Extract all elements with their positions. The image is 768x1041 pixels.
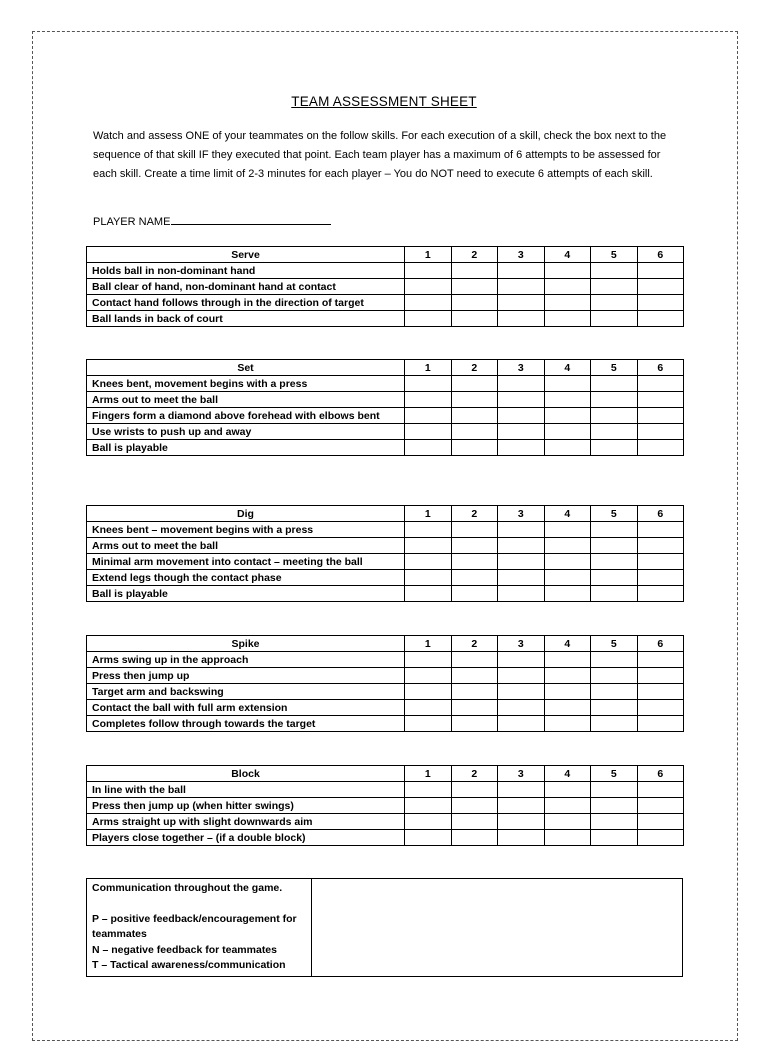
skill-criterion: Press then jump up xyxy=(87,668,405,684)
attempt-checkbox-cell[interactable] xyxy=(405,652,452,668)
table-row xyxy=(87,279,684,295)
table-row xyxy=(87,716,684,732)
attempt-checkbox-cell[interactable] xyxy=(544,424,591,440)
attempt-checkbox-cell[interactable] xyxy=(637,279,684,295)
attempt-number-header: 5 xyxy=(591,636,638,652)
page-title: TEAM ASSESSMENT SHEET xyxy=(291,94,477,109)
attempt-number-header: 6 xyxy=(637,360,684,376)
attempt-checkbox-cell[interactable] xyxy=(591,684,638,700)
attempt-checkbox-cell[interactable] xyxy=(498,522,545,538)
attempt-checkbox-cell[interactable] xyxy=(405,570,452,586)
attempt-checkbox-cell[interactable] xyxy=(405,554,452,570)
skill-criterion: Knees bent, movement begins with a press xyxy=(87,376,405,392)
table-row xyxy=(87,554,684,570)
communication-line-negative: N – negative feedback for teammates xyxy=(92,943,277,956)
attempt-checkbox-cell[interactable] xyxy=(544,263,591,279)
attempt-checkbox-cell[interactable] xyxy=(637,408,684,424)
skill-criterion: Extend legs though the contact phase xyxy=(87,570,405,586)
attempt-number-header: 3 xyxy=(498,766,545,782)
skill-table-dig xyxy=(86,505,684,602)
skill-criterion: Target arm and backswing xyxy=(87,684,405,700)
attempt-checkbox-cell[interactable] xyxy=(405,295,452,311)
attempt-checkbox-cell[interactable] xyxy=(498,586,545,602)
communication-criteria-cell xyxy=(87,879,312,977)
table-row xyxy=(87,522,684,538)
attempt-checkbox-cell[interactable] xyxy=(451,668,498,684)
attempt-checkbox-cell[interactable] xyxy=(498,782,545,798)
attempt-checkbox-cell[interactable] xyxy=(405,830,452,846)
attempt-checkbox-cell[interactable] xyxy=(544,376,591,392)
attempt-checkbox-cell[interactable] xyxy=(637,570,684,586)
attempt-number-header: 1 xyxy=(405,247,452,263)
attempt-checkbox-cell[interactable] xyxy=(591,279,638,295)
attempt-checkbox-cell[interactable] xyxy=(591,522,638,538)
attempt-number-header: 2 xyxy=(451,506,498,522)
attempt-checkbox-cell[interactable] xyxy=(451,782,498,798)
table-row xyxy=(87,586,684,602)
attempt-checkbox-cell[interactable] xyxy=(591,424,638,440)
skill-criterion: Ball lands in back of court xyxy=(87,311,405,327)
table-row xyxy=(87,295,684,311)
attempt-checkbox-cell[interactable] xyxy=(451,554,498,570)
attempt-checkbox-cell[interactable] xyxy=(451,376,498,392)
skill-criterion: Ball is playable xyxy=(87,586,405,602)
attempt-number-header: 5 xyxy=(591,247,638,263)
skill-name-header: Block xyxy=(87,766,405,782)
attempt-checkbox-cell[interactable] xyxy=(637,652,684,668)
attempt-checkbox-cell[interactable] xyxy=(544,538,591,554)
attempt-checkbox-cell[interactable] xyxy=(637,782,684,798)
attempt-checkbox-cell[interactable] xyxy=(451,814,498,830)
table-header-row xyxy=(87,360,684,376)
attempt-checkbox-cell[interactable] xyxy=(544,700,591,716)
attempt-checkbox-cell[interactable] xyxy=(405,424,452,440)
attempt-number-header: 4 xyxy=(544,506,591,522)
attempt-checkbox-cell[interactable] xyxy=(544,554,591,570)
attempt-checkbox-cell[interactable] xyxy=(451,279,498,295)
attempt-checkbox-cell[interactable] xyxy=(405,586,452,602)
attempt-checkbox-cell[interactable] xyxy=(591,408,638,424)
attempt-number-header: 2 xyxy=(451,636,498,652)
attempt-checkbox-cell[interactable] xyxy=(591,295,638,311)
attempt-checkbox-cell[interactable] xyxy=(637,668,684,684)
attempt-number-header: 4 xyxy=(544,766,591,782)
attempt-checkbox-cell[interactable] xyxy=(591,814,638,830)
table-row xyxy=(87,570,684,586)
attempt-checkbox-cell[interactable] xyxy=(451,570,498,586)
attempt-checkbox-cell[interactable] xyxy=(498,798,545,814)
attempt-checkbox-cell[interactable] xyxy=(405,684,452,700)
skill-name-header: Dig xyxy=(87,506,405,522)
attempt-checkbox-cell[interactable] xyxy=(498,538,545,554)
attempt-checkbox-cell[interactable] xyxy=(591,440,638,456)
attempt-number-header: 5 xyxy=(591,360,638,376)
attempt-checkbox-cell[interactable] xyxy=(591,830,638,846)
table-row xyxy=(87,440,684,456)
table-row xyxy=(87,798,684,814)
table-row xyxy=(87,814,684,830)
attempt-checkbox-cell[interactable] xyxy=(544,311,591,327)
attempt-checkbox-cell[interactable] xyxy=(498,279,545,295)
attempt-number-header: 6 xyxy=(637,636,684,652)
communication-line-tactical: T – Tactical awareness/communication xyxy=(92,959,286,971)
attempt-checkbox-cell[interactable] xyxy=(451,295,498,311)
attempt-checkbox-cell[interactable] xyxy=(405,279,452,295)
attempt-number-header: 2 xyxy=(451,360,498,376)
attempt-checkbox-cell[interactable] xyxy=(544,684,591,700)
attempt-checkbox-cell[interactable] xyxy=(637,440,684,456)
attempt-checkbox-cell[interactable] xyxy=(591,798,638,814)
skill-name-header: Serve xyxy=(87,247,405,263)
table-row xyxy=(87,311,684,327)
attempt-number-header: 1 xyxy=(405,360,452,376)
attempt-checkbox-cell[interactable] xyxy=(498,814,545,830)
attempt-checkbox-cell[interactable] xyxy=(591,700,638,716)
attempt-checkbox-cell[interactable] xyxy=(451,311,498,327)
attempt-checkbox-cell[interactable] xyxy=(451,440,498,456)
attempt-checkbox-cell[interactable] xyxy=(637,424,684,440)
table-row xyxy=(87,684,684,700)
attempt-checkbox-cell[interactable] xyxy=(405,440,452,456)
table-row xyxy=(87,376,684,392)
table-header-row xyxy=(87,636,684,652)
skill-criterion: Press then jump up (when hitter swings) xyxy=(87,798,405,814)
attempt-checkbox-cell[interactable] xyxy=(591,538,638,554)
attempt-checkbox-cell[interactable] xyxy=(498,408,545,424)
attempt-checkbox-cell[interactable] xyxy=(498,424,545,440)
attempt-checkbox-cell[interactable] xyxy=(498,376,545,392)
attempt-checkbox-cell[interactable] xyxy=(544,408,591,424)
skill-table-block xyxy=(86,765,684,846)
attempt-checkbox-cell[interactable] xyxy=(637,716,684,732)
attempt-checkbox-cell[interactable] xyxy=(544,716,591,732)
communication-table xyxy=(86,878,683,977)
attempt-checkbox-cell[interactable] xyxy=(405,798,452,814)
player-name-label: PLAYER NAME xyxy=(93,216,171,228)
attempt-checkbox-cell[interactable] xyxy=(405,376,452,392)
attempt-checkbox-cell[interactable] xyxy=(498,652,545,668)
skill-criterion: Ball clear of hand, non-dominant hand at contact xyxy=(87,279,405,295)
attempt-checkbox-cell[interactable] xyxy=(544,798,591,814)
attempt-checkbox-cell[interactable] xyxy=(405,392,452,408)
attempt-checkbox-cell[interactable] xyxy=(451,424,498,440)
attempt-checkbox-cell[interactable] xyxy=(637,684,684,700)
skill-criterion: Arms swing up in the approach xyxy=(87,652,405,668)
attempt-checkbox-cell[interactable] xyxy=(591,376,638,392)
attempt-checkbox-cell[interactable] xyxy=(544,392,591,408)
attempt-number-header: 3 xyxy=(498,636,545,652)
attempt-number-header: 3 xyxy=(498,247,545,263)
table-row xyxy=(87,830,684,846)
attempt-checkbox-cell[interactable] xyxy=(498,311,545,327)
attempt-checkbox-cell[interactable] xyxy=(544,814,591,830)
skill-criterion: Minimal arm movement into contact – meeting the ball xyxy=(87,554,405,570)
attempt-checkbox-cell[interactable] xyxy=(451,408,498,424)
attempt-checkbox-cell[interactable] xyxy=(591,782,638,798)
attempt-checkbox-cell[interactable] xyxy=(591,668,638,684)
attempt-checkbox-cell[interactable] xyxy=(637,376,684,392)
skill-criterion: Arms straight up with slight downwards aim xyxy=(87,814,405,830)
attempt-number-header: 2 xyxy=(451,247,498,263)
attempt-checkbox-cell[interactable] xyxy=(637,522,684,538)
attempt-checkbox-cell[interactable] xyxy=(451,830,498,846)
attempt-checkbox-cell[interactable] xyxy=(451,700,498,716)
attempt-number-header: 6 xyxy=(637,247,684,263)
attempt-number-header: 6 xyxy=(637,766,684,782)
attempt-number-header: 4 xyxy=(544,636,591,652)
attempt-checkbox-cell[interactable] xyxy=(544,652,591,668)
table-row xyxy=(87,652,684,668)
attempt-checkbox-cell[interactable] xyxy=(591,392,638,408)
attempt-checkbox-cell[interactable] xyxy=(451,652,498,668)
attempt-checkbox-cell[interactable] xyxy=(498,668,545,684)
attempt-checkbox-cell[interactable] xyxy=(544,830,591,846)
attempt-checkbox-cell[interactable] xyxy=(637,798,684,814)
table-row xyxy=(87,538,684,554)
attempt-checkbox-cell[interactable] xyxy=(498,295,545,311)
attempt-checkbox-cell[interactable] xyxy=(544,279,591,295)
table-row xyxy=(87,782,684,798)
attempt-checkbox-cell[interactable] xyxy=(544,570,591,586)
attempt-checkbox-cell[interactable] xyxy=(498,392,545,408)
attempt-checkbox-cell[interactable] xyxy=(591,311,638,327)
attempt-checkbox-cell[interactable] xyxy=(637,311,684,327)
attempt-checkbox-cell[interactable] xyxy=(498,440,545,456)
attempt-checkbox-cell[interactable] xyxy=(451,684,498,700)
attempt-checkbox-cell[interactable] xyxy=(451,586,498,602)
attempt-checkbox-cell[interactable] xyxy=(498,570,545,586)
attempt-number-header: 4 xyxy=(544,247,591,263)
skill-criterion: Holds ball in non-dominant hand xyxy=(87,263,405,279)
attempt-number-header: 1 xyxy=(405,766,452,782)
attempt-checkbox-cell[interactable] xyxy=(591,554,638,570)
attempt-checkbox-cell[interactable] xyxy=(544,295,591,311)
attempt-checkbox-cell[interactable] xyxy=(544,440,591,456)
table-header-row xyxy=(87,766,684,782)
table-row xyxy=(87,668,684,684)
attempt-checkbox-cell[interactable] xyxy=(637,392,684,408)
attempt-checkbox-cell[interactable] xyxy=(451,522,498,538)
attempt-checkbox-cell[interactable] xyxy=(591,716,638,732)
skill-criterion: Use wrists to push up and away xyxy=(87,424,405,440)
attempt-number-header: 5 xyxy=(591,506,638,522)
attempt-checkbox-cell[interactable] xyxy=(591,263,638,279)
table-row xyxy=(87,700,684,716)
skill-criterion: Arms out to meet the ball xyxy=(87,392,405,408)
attempt-checkbox-cell[interactable] xyxy=(591,652,638,668)
attempt-checkbox-cell[interactable] xyxy=(637,295,684,311)
skill-criterion: Players close together – (if a double block) xyxy=(87,830,405,846)
attempt-checkbox-cell[interactable] xyxy=(637,586,684,602)
communication-line-positive: P – positive feedback/encouragement for teammates xyxy=(92,912,297,940)
attempt-checkbox-cell[interactable] xyxy=(405,700,452,716)
attempt-checkbox-cell[interactable] xyxy=(637,263,684,279)
table-row xyxy=(87,263,684,279)
skill-table-set xyxy=(86,359,684,456)
communication-notes-cell[interactable] xyxy=(312,879,683,977)
attempt-checkbox-cell[interactable] xyxy=(405,782,452,798)
attempt-checkbox-cell[interactable] xyxy=(451,798,498,814)
table-row xyxy=(87,392,684,408)
skill-criterion: Completes follow through towards the target xyxy=(87,716,405,732)
table-row xyxy=(87,424,684,440)
table-header-row xyxy=(87,247,684,263)
table-header-row xyxy=(87,506,684,522)
table-row xyxy=(87,408,684,424)
attempt-number-header: 1 xyxy=(405,636,452,652)
attempt-number-header: 5 xyxy=(591,766,638,782)
skill-criterion: Ball is playable xyxy=(87,440,405,456)
attempt-checkbox-cell[interactable] xyxy=(544,782,591,798)
attempt-checkbox-cell[interactable] xyxy=(451,263,498,279)
attempt-checkbox-cell[interactable] xyxy=(405,522,452,538)
attempt-checkbox-cell[interactable] xyxy=(451,538,498,554)
skill-table-spike xyxy=(86,635,684,732)
attempt-checkbox-cell[interactable] xyxy=(544,668,591,684)
skill-name-header: Spike xyxy=(87,636,405,652)
attempt-checkbox-cell[interactable] xyxy=(637,554,684,570)
attempt-checkbox-cell[interactable] xyxy=(498,716,545,732)
attempt-checkbox-cell[interactable] xyxy=(591,570,638,586)
attempt-checkbox-cell[interactable] xyxy=(405,668,452,684)
communication-heading: Communication throughout the game. xyxy=(92,882,283,894)
attempt-checkbox-cell[interactable] xyxy=(405,716,452,732)
attempt-checkbox-cell[interactable] xyxy=(637,538,684,554)
attempt-number-header: 6 xyxy=(637,506,684,522)
attempt-checkbox-cell[interactable] xyxy=(498,684,545,700)
attempt-number-header: 3 xyxy=(498,360,545,376)
skill-criterion: Arms out to meet the ball xyxy=(87,538,405,554)
skill-criterion: Knees bent – movement begins with a press xyxy=(87,522,405,538)
attempt-checkbox-cell[interactable] xyxy=(498,554,545,570)
attempt-checkbox-cell[interactable] xyxy=(637,700,684,716)
attempt-checkbox-cell[interactable] xyxy=(544,586,591,602)
attempt-checkbox-cell[interactable] xyxy=(498,263,545,279)
attempt-checkbox-cell[interactable] xyxy=(498,700,545,716)
attempt-checkbox-cell[interactable] xyxy=(591,586,638,602)
attempt-checkbox-cell[interactable] xyxy=(405,538,452,554)
attempt-number-header: 4 xyxy=(544,360,591,376)
attempt-checkbox-cell[interactable] xyxy=(498,830,545,846)
attempt-number-header: 3 xyxy=(498,506,545,522)
attempt-checkbox-cell[interactable] xyxy=(405,311,452,327)
instructions-paragraph: Watch and assess ONE of your teammates on the follow skills. For each execution of a skill, check the box next to the sequence of that skill IF they executed that point. Each team player has a maximum of 6 attempts to be assessed for each skill. Create a time limit of 2-3 minutes for each player – You do NOT need to execute 6 attempts of each skill. xyxy=(93,130,667,180)
attempt-checkbox-cell[interactable] xyxy=(405,814,452,830)
skill-table-serve xyxy=(86,246,684,327)
attempt-checkbox-cell[interactable] xyxy=(451,392,498,408)
attempt-number-header: 1 xyxy=(405,506,452,522)
player-name-field xyxy=(93,214,331,228)
attempt-checkbox-cell[interactable] xyxy=(544,522,591,538)
skill-criterion: Fingers form a diamond above forehead with elbows bent xyxy=(87,408,405,424)
skill-criterion: Contact the ball with full arm extension xyxy=(87,700,405,716)
attempt-checkbox-cell[interactable] xyxy=(637,814,684,830)
skill-criterion: Contact hand follows through in the direction of target xyxy=(87,295,405,311)
attempt-checkbox-cell[interactable] xyxy=(451,716,498,732)
attempt-checkbox-cell[interactable] xyxy=(637,830,684,846)
attempt-checkbox-cell[interactable] xyxy=(405,408,452,424)
attempt-number-header: 2 xyxy=(451,766,498,782)
player-name-blank-line[interactable] xyxy=(171,214,331,225)
skill-criterion: In line with the ball xyxy=(87,782,405,798)
attempt-checkbox-cell[interactable] xyxy=(405,263,452,279)
skill-name-header: Set xyxy=(87,360,405,376)
